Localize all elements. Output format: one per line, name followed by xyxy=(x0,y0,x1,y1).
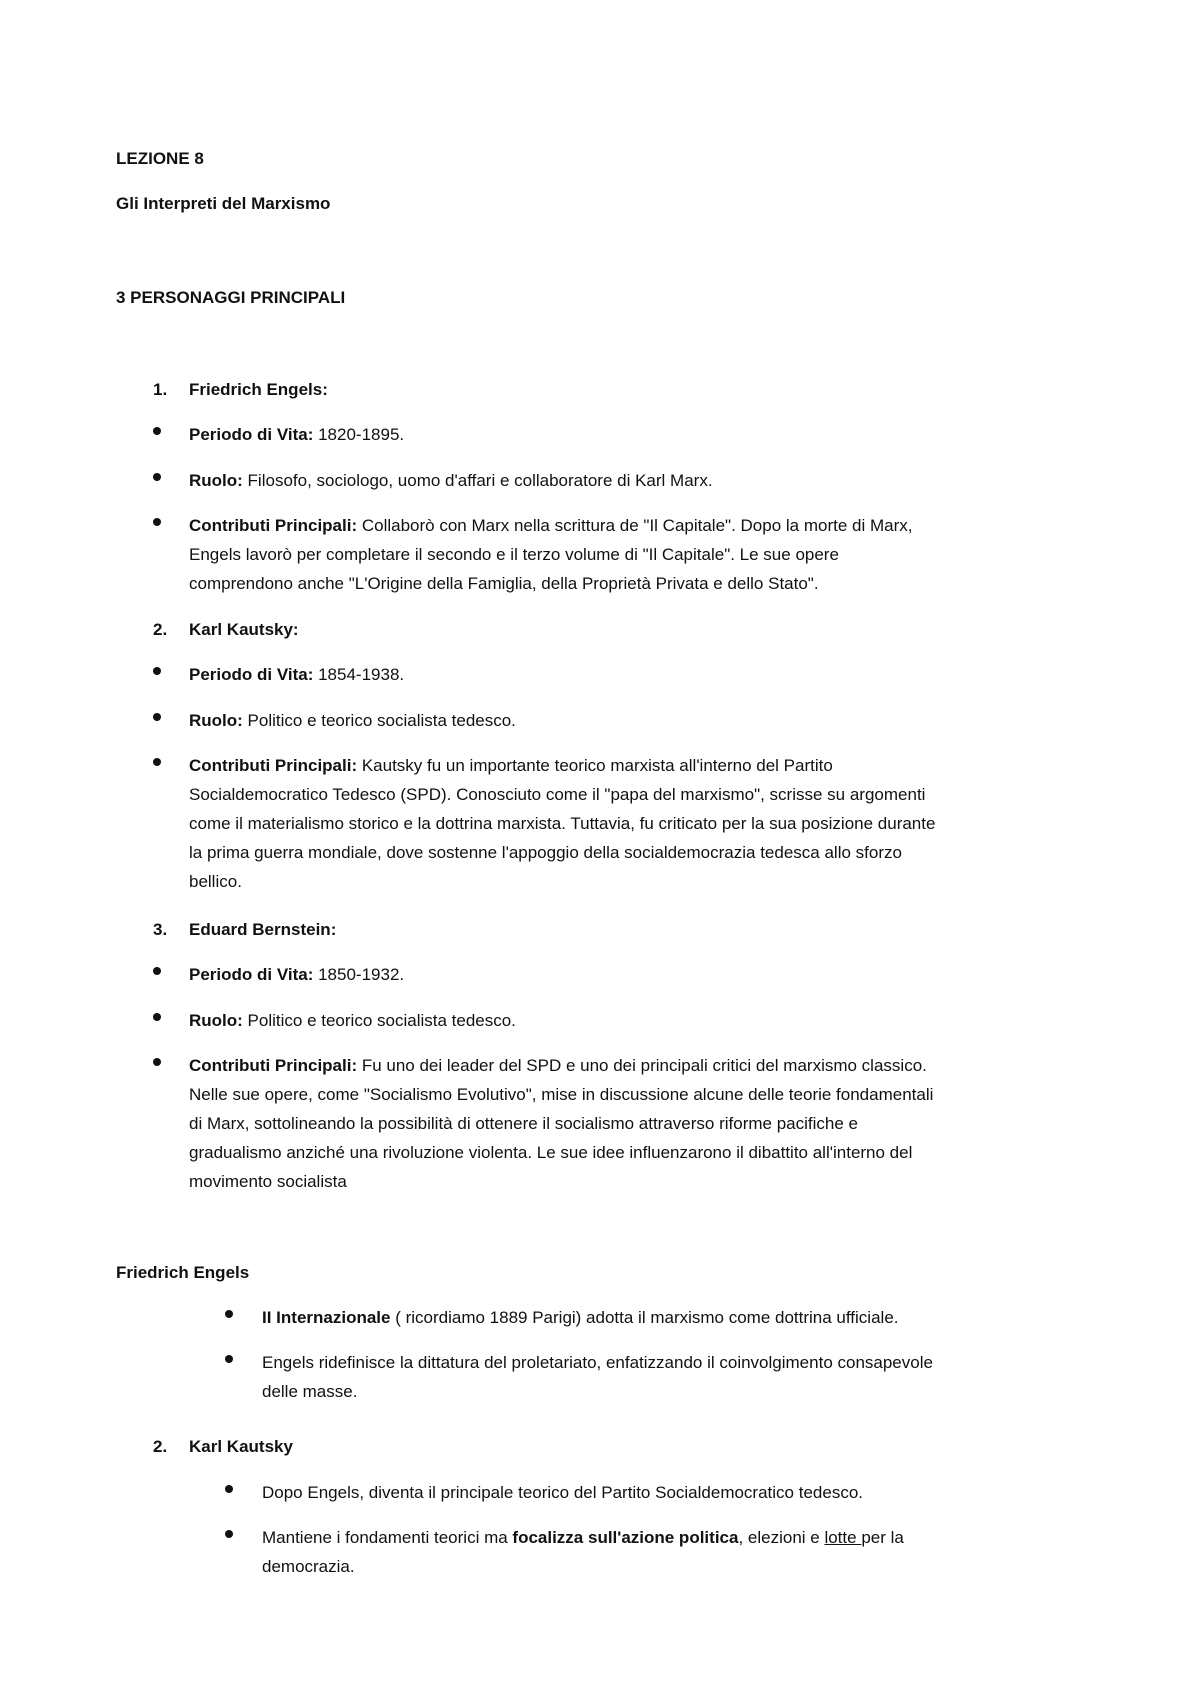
list-item: Contributi Principali: Kautsky fu un importante teorico marxista all'interno del Partito Socialdemocratico Tedesco (SPD). Conosciuto come il "papa del marxismo", scrisse su argomenti come il materialismo storico e la dottrina marxista. Tuttavia, fu criticato per la sua posizione durante la prima guerra mondiale, dove sostenne l'appoggio della socialdemocrazia tedesca allo sforzo bellico. xyxy=(189,756,936,891)
list-item: Mantiene i fondamenti teorici ma focalizza sull'azione politica, elezioni e lotte per la democrazia. xyxy=(262,1528,904,1576)
section-heading: Friedrich Engels xyxy=(116,1263,250,1282)
list-item: Engels ridefinisce la dittatura del proletariato, enfatizzando il coinvolgimento consapevole delle masse. xyxy=(262,1353,933,1401)
bullet-icon xyxy=(225,1530,233,1538)
list-number: 2. xyxy=(153,620,168,639)
list-item: Dopo Engels, diventa il principale teorico del Partito Socialdemocratico tedesco. xyxy=(262,1483,863,1502)
bullet-icon xyxy=(153,713,161,721)
bullet-icon xyxy=(153,473,161,481)
person-name: Eduard Bernstein: xyxy=(189,920,337,939)
document-title: Gli Interpreti del Marxismo xyxy=(116,194,331,213)
bullet-icon xyxy=(225,1485,233,1493)
list-item: Periodo di Vita: 1854-1938. xyxy=(189,665,405,684)
bullet-icon xyxy=(153,967,161,975)
list-item: Ruolo: Politico e teorico socialista tedesco. xyxy=(189,711,516,730)
list-number: 3. xyxy=(153,920,168,939)
list-number: 2. xyxy=(153,1437,168,1456)
list-item: Periodo di Vita: 1850-1932. xyxy=(189,965,405,984)
list-item: Periodo di Vita: 1820-1895. xyxy=(189,425,405,444)
list-item: II Internazionale ( ricordiamo 1889 Parigi) adotta il marxismo come dottrina ufficiale. xyxy=(262,1308,899,1327)
bullet-icon xyxy=(153,518,161,526)
list-item: Ruolo: Filosofo, sociologo, uomo d'affari e collaboratore di Karl Marx. xyxy=(189,471,713,490)
person-name: Friedrich Engels: xyxy=(189,380,328,399)
bullet-icon xyxy=(153,1013,161,1021)
bullet-icon xyxy=(153,667,161,675)
bullet-icon xyxy=(225,1310,233,1318)
person-name: Karl Kautsky: xyxy=(189,620,299,639)
lesson-number: LEZIONE 8 xyxy=(116,149,204,168)
list-item: Ruolo: Politico e teorico socialista tedesco. xyxy=(189,1011,516,1030)
list-item: Contributi Principali: Fu uno dei leader del SPD e uno dei principali critici del marxismo classico. Nelle sue opere, come "Socialismo Evolutivo", mise in discussione alcune delle teorie fondamentali di Marx, sottolineando la possibilità di ottenere il socialismo attraverso riforme pacifiche e gradualismo anziché una rivoluzione violenta. Le sue idee influenzarono il dibattito all'interno del movimento socialista xyxy=(189,1056,934,1191)
bullet-icon xyxy=(153,427,161,435)
section-subtitle: 3 PERSONAGGI PRINCIPALI xyxy=(116,288,346,307)
list-item: Contributi Principali: Collaborò con Marx nella scrittura de "Il Capitale". Dopo la morte di Marx, Engels lavorò per completare il secondo e il terzo volume di "Il Capitale". Le sue opere comprendono anche "L'Origine della Famiglia, della Proprietà Privata e dello Stato". xyxy=(189,516,913,593)
bullet-icon xyxy=(225,1355,233,1363)
bullet-icon xyxy=(153,758,161,766)
list-number: 1. xyxy=(153,380,168,399)
section-heading: Karl Kautsky xyxy=(189,1437,293,1456)
bullet-icon xyxy=(153,1058,161,1066)
